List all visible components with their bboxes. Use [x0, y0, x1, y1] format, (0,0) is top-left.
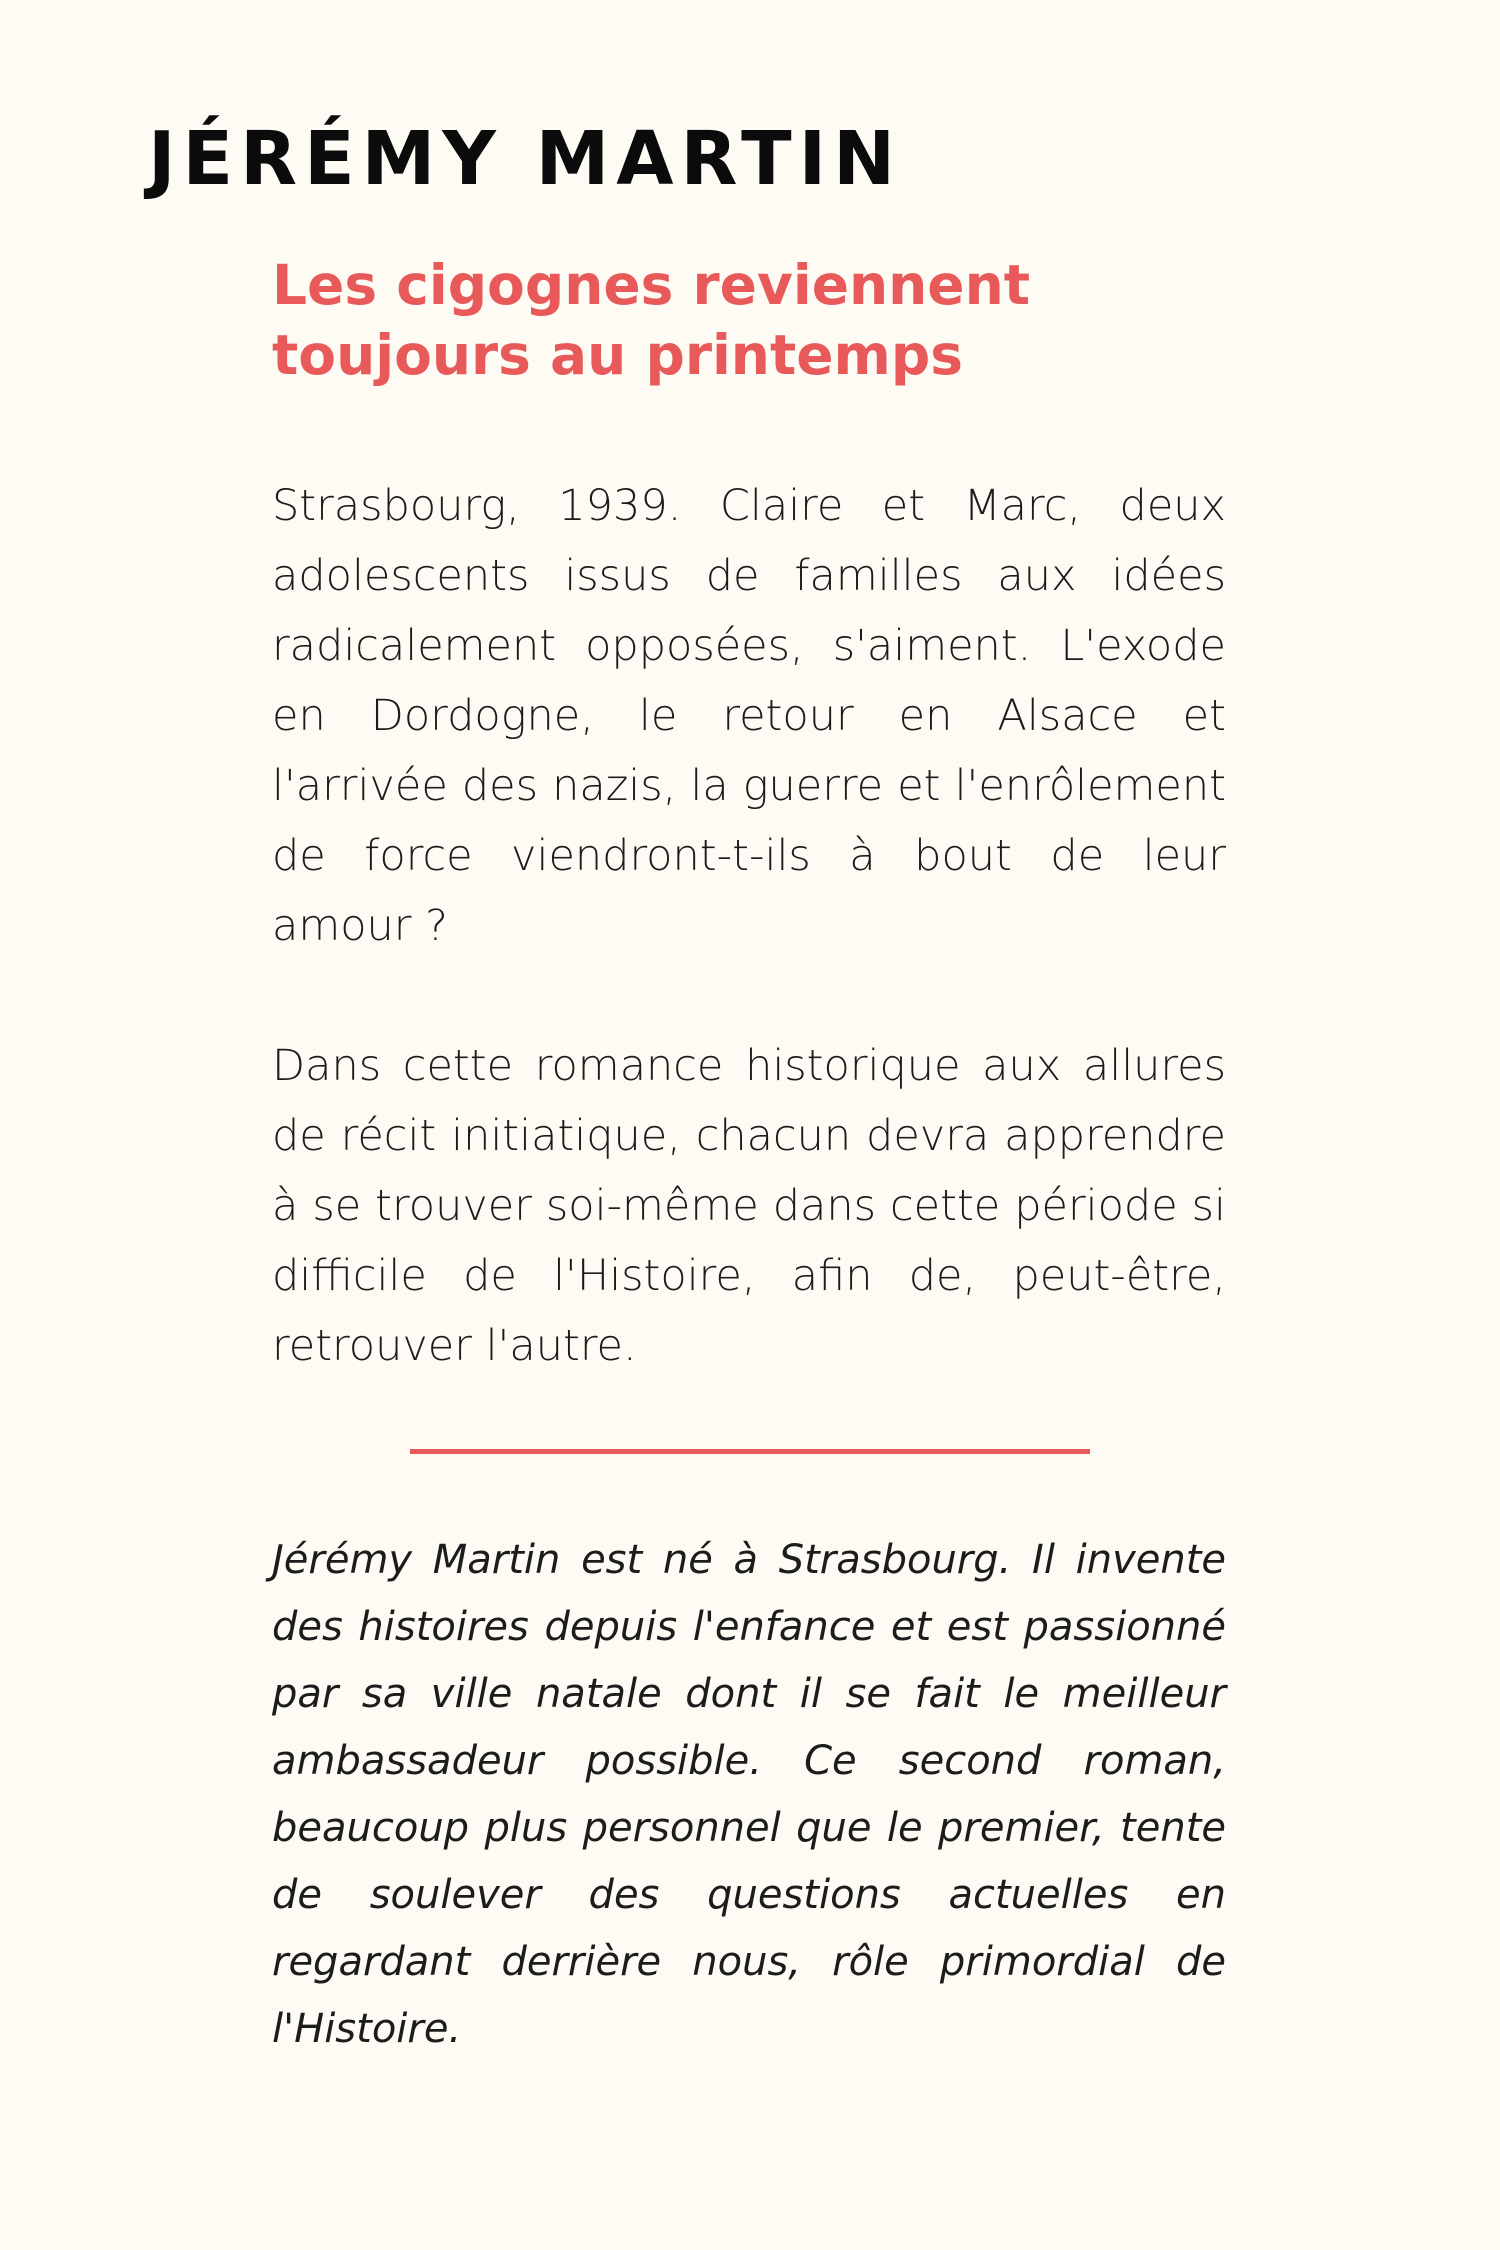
blurb-paragraph-2: Dans cette romance historique aux allures de récit initiatique, chacun devra apprendre à se trouver soi-même dans cette période si difficile de l'Histoire, afin de, peut-être, retrouver l'autre.: [272, 1041, 1226, 1371]
author-bio: Jérémy Martin est né à Strasbourg. Il invente des histoires depuis l'enfance et est passionné par sa ville natale dont il se fait le meilleur ambassadeur possible. Ce second roman, beaucoup plus personnel que le premier, tente de soulever des questions actuelles en regardant derrière nous, rôle primordial de l'Histoire.: [272, 1537, 1226, 2052]
book-title: [272, 250, 1172, 390]
divider: [410, 1449, 1090, 1454]
book-title-line-1: Les cigognes reviennent: [272, 253, 1031, 317]
book-title-line-2: toujours au printemps: [272, 323, 963, 387]
author-name: JÉRÉMY MARTIN: [148, 116, 903, 202]
blurb-paragraph-1: Strasbourg, 1939. Claire et Marc, deux adolescents issus de familles aux idées radicalement opposées, s'aiment. L'exode en Dordogne, le retour en Alsace et l'arrivée des nazis, la guerre et l'enrôlement de force viendront-t-ils à bout de leur amour ?: [272, 481, 1226, 951]
